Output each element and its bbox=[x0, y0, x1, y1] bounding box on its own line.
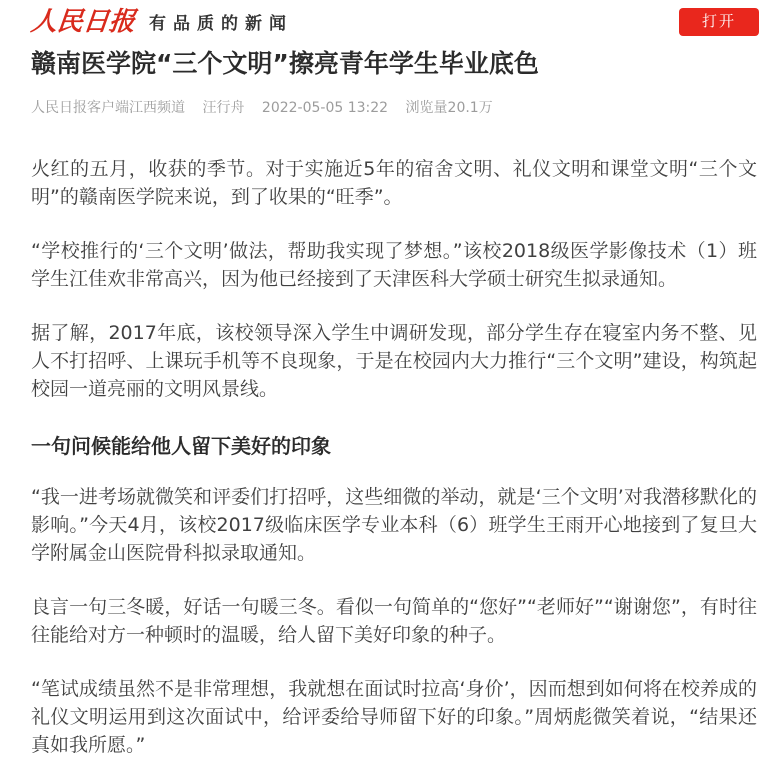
brand-tagline: 有品质的新闻 bbox=[149, 14, 294, 34]
meta-view-count: 浏览量20.1万 bbox=[405, 100, 493, 116]
article-paragraph: 火红的五月，收获的季节。对于实施近5年的宿舍文明、礼仪文明和课堂文明“三个文明”的赣南医学院来说，到了收果的“旺季”。 bbox=[31, 158, 757, 208]
meta-source: 人民日报客户端江西频道 bbox=[31, 100, 185, 116]
article-paragraph: “笔试成绩虽然不是非常理想，我就想在面试时拉高‘身价’，因而想到如何将在校养成的礼仪文明运用到这次面试中，给评委给导师留下好的印象。”周炳彪微笑着说，“结果还真如我所愿。” bbox=[31, 678, 757, 756]
article-paragraph: 据了解，2017年底，该校领导深入学生中调研发现，部分学生存在寝室内务不整、见人不打招呼、上课玩手机等不良现象，于是在校园内大力推行“三个文明”建设，构筑起校园一道亮丽的文明风景线。 bbox=[31, 322, 757, 400]
peoples-daily-logo: 人民日报 bbox=[29, 6, 137, 37]
open-app-button[interactable]: 打开 bbox=[679, 8, 759, 36]
article-paragraph: 良言一句三冬暖，好话一句暖三冬。看似一句简单的“您好”“老师好”“谢谢您”，有时往往能给对方一种顿时的温暖，给人留下美好印象的种子。 bbox=[31, 596, 757, 646]
meta-datetime: 2022-05-05 13:22 bbox=[261, 100, 389, 116]
app-banner bbox=[0, 0, 783, 36]
article-paragraph: “我一进考场就微笑和评委们打招呼，这些细微的举动，就是‘三个文明’对我潜移默化的影响。”今天4月，该校2017级临床医学专业本科（6）班学生王雨开心地接到了复旦大学附属金山医院骨科拟录取通知。 bbox=[31, 486, 757, 564]
article-paragraph: “学校推行的‘三个文明’做法，帮助我实现了梦想。”该校2018级医学影像技术（1）班学生江佳欢非常高兴，因为他已经接到了天津医科大学硕士研究生拟录通知。 bbox=[31, 240, 757, 290]
article-title: 赣南医学院“三个文明”擦亮青年学生毕业底色 bbox=[31, 49, 539, 78]
article-meta bbox=[31, 97, 757, 117]
article bbox=[0, 49, 783, 759]
article-body bbox=[31, 155, 757, 759]
section-subheading: 一句问候能给他人留下美好的印象 bbox=[31, 434, 331, 458]
brand bbox=[29, 6, 294, 37]
meta-author: 汪行舟 bbox=[202, 100, 245, 116]
